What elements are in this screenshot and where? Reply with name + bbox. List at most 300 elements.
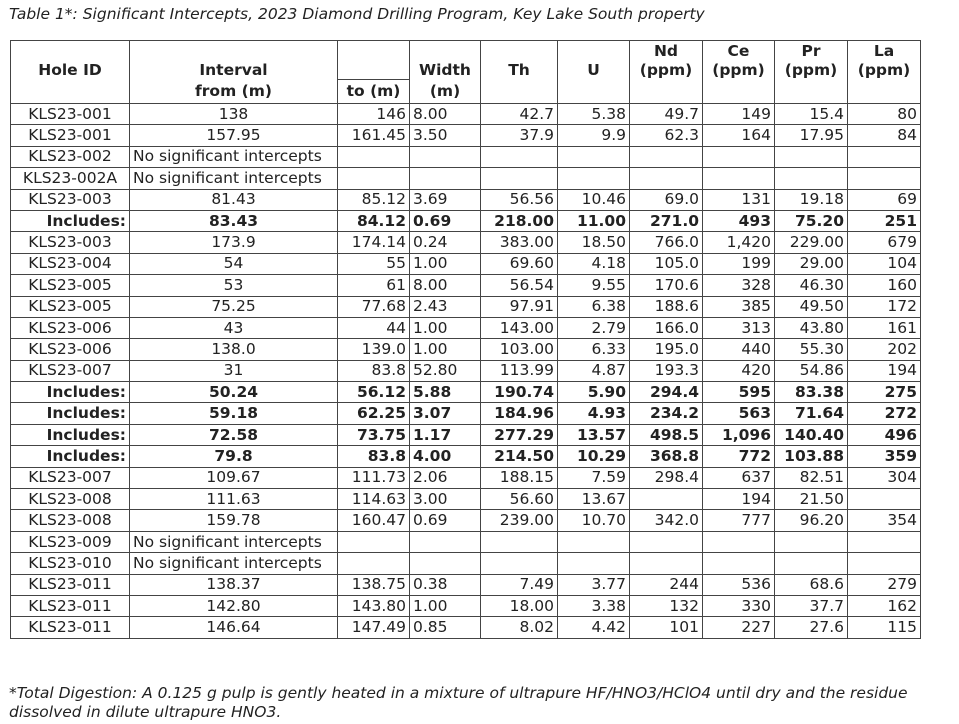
cell-ce: 536 bbox=[703, 574, 775, 595]
cell-la: 115 bbox=[848, 617, 921, 638]
table-row bbox=[11, 403, 921, 424]
cell-empty bbox=[558, 146, 630, 167]
cell-ce: 330 bbox=[703, 595, 775, 616]
cell-pr: 27.6 bbox=[775, 617, 848, 638]
cell-to: 55 bbox=[338, 253, 410, 274]
cell-from: 173.9 bbox=[130, 232, 338, 253]
cell-th: 8.02 bbox=[481, 617, 558, 638]
cell-hole-id: KLS23-001 bbox=[11, 104, 130, 125]
cell-to: 146 bbox=[338, 104, 410, 125]
header-nd-cont bbox=[630, 80, 703, 104]
cell-hole-id: KLS23-001 bbox=[11, 125, 130, 146]
cell-ce: 777 bbox=[703, 510, 775, 531]
cell-pr: 75.20 bbox=[775, 210, 848, 231]
cell-to: 73.75 bbox=[338, 424, 410, 445]
cell-hole-id: KLS23-005 bbox=[11, 275, 130, 296]
cell-note: No significant intercepts bbox=[130, 168, 338, 189]
table-row bbox=[11, 232, 921, 253]
cell-empty bbox=[338, 168, 410, 189]
cell-pr: 17.95 bbox=[775, 125, 848, 146]
cell-nd: 298.4 bbox=[630, 467, 703, 488]
cell-nd: 234.2 bbox=[630, 403, 703, 424]
cell-la: 104 bbox=[848, 253, 921, 274]
header-nd: Nd (ppm) bbox=[630, 41, 703, 80]
cell-u: 13.67 bbox=[558, 489, 630, 510]
cell-nd: 342.0 bbox=[630, 510, 703, 531]
cell-u: 13.57 bbox=[558, 424, 630, 445]
cell-from: 138.0 bbox=[130, 339, 338, 360]
cell-hole-id: KLS23-003 bbox=[11, 189, 130, 210]
cell-to: 174.14 bbox=[338, 232, 410, 253]
cell-empty bbox=[338, 146, 410, 167]
cell-width: 8.00 bbox=[410, 275, 481, 296]
table-row bbox=[11, 210, 921, 231]
cell-hole-id: KLS23-011 bbox=[11, 595, 130, 616]
cell-nd: 193.3 bbox=[630, 360, 703, 381]
cell-la: 162 bbox=[848, 595, 921, 616]
cell-width: 52.80 bbox=[410, 360, 481, 381]
cell-from: 54 bbox=[130, 253, 338, 274]
cell-empty bbox=[775, 146, 848, 167]
cell-th: 383.00 bbox=[481, 232, 558, 253]
cell-u: 4.42 bbox=[558, 617, 630, 638]
table-row bbox=[11, 146, 921, 167]
cell-u: 9.55 bbox=[558, 275, 630, 296]
header-th: Th bbox=[481, 41, 558, 80]
header-width: Width bbox=[410, 41, 481, 80]
cell-width: 0.24 bbox=[410, 232, 481, 253]
table-row bbox=[11, 446, 921, 467]
cell-ce: 637 bbox=[703, 467, 775, 488]
table-row bbox=[11, 168, 921, 189]
table-row bbox=[11, 104, 921, 125]
cell-empty bbox=[630, 146, 703, 167]
cell-to: 138.75 bbox=[338, 574, 410, 595]
cell-pr: 55.30 bbox=[775, 339, 848, 360]
header-ce: Ce (ppm) bbox=[703, 41, 775, 80]
cell-th: 188.15 bbox=[481, 467, 558, 488]
cell-th: 37.9 bbox=[481, 125, 558, 146]
cell-hole-id: Includes: bbox=[11, 403, 130, 424]
cell-ce: 149 bbox=[703, 104, 775, 125]
cell-width: 4.00 bbox=[410, 446, 481, 467]
header-to: to (m) bbox=[338, 80, 410, 104]
cell-ce: 772 bbox=[703, 446, 775, 467]
cell-la: 272 bbox=[848, 403, 921, 424]
cell-from: 138.37 bbox=[130, 574, 338, 595]
cell-hole-id: KLS23-006 bbox=[11, 339, 130, 360]
cell-th: 56.54 bbox=[481, 275, 558, 296]
cell-hole-id: KLS23-006 bbox=[11, 317, 130, 338]
cell-nd: 170.6 bbox=[630, 275, 703, 296]
cell-to: 160.47 bbox=[338, 510, 410, 531]
cell-th: 56.60 bbox=[481, 489, 558, 510]
cell-from: 43 bbox=[130, 317, 338, 338]
cell-from: 157.95 bbox=[130, 125, 338, 146]
header-u: U bbox=[558, 41, 630, 80]
cell-empty bbox=[848, 553, 921, 574]
header-u-cont bbox=[558, 80, 630, 104]
cell-ce: 440 bbox=[703, 339, 775, 360]
cell-th: 18.00 bbox=[481, 595, 558, 616]
cell-hole-id: Includes: bbox=[11, 446, 130, 467]
header-pr-cont bbox=[775, 80, 848, 104]
cell-from: 111.63 bbox=[130, 489, 338, 510]
cell-th: 7.49 bbox=[481, 574, 558, 595]
cell-to: 83.8 bbox=[338, 360, 410, 381]
cell-empty bbox=[703, 553, 775, 574]
cell-th: 143.00 bbox=[481, 317, 558, 338]
cell-u: 10.29 bbox=[558, 446, 630, 467]
cell-empty bbox=[630, 531, 703, 552]
cell-ce: 420 bbox=[703, 360, 775, 381]
table-body bbox=[11, 41, 921, 639]
cell-nd: 271.0 bbox=[630, 210, 703, 231]
cell-note: No significant intercepts bbox=[130, 146, 338, 167]
table-row bbox=[11, 595, 921, 616]
cell-u: 3.38 bbox=[558, 595, 630, 616]
cell-th: 42.7 bbox=[481, 104, 558, 125]
cell-hole-id: KLS23-005 bbox=[11, 296, 130, 317]
table-row bbox=[11, 553, 921, 574]
cell-empty bbox=[481, 531, 558, 552]
cell-to: 77.68 bbox=[338, 296, 410, 317]
cell-from: 142.80 bbox=[130, 595, 338, 616]
cell-pr: 103.88 bbox=[775, 446, 848, 467]
cell-ce: 313 bbox=[703, 317, 775, 338]
table-row bbox=[11, 489, 921, 510]
cell-pr: 54.86 bbox=[775, 360, 848, 381]
table-caption: Table 1*: Significant Intercepts, 2023 Diamond Drilling Program, Key Lake South property bbox=[9, 5, 705, 23]
cell-width: 1.00 bbox=[410, 317, 481, 338]
cell-pr: 37.7 bbox=[775, 595, 848, 616]
cell-hole-id: KLS23-004 bbox=[11, 253, 130, 274]
cell-width: 8.00 bbox=[410, 104, 481, 125]
cell-width: 2.06 bbox=[410, 467, 481, 488]
cell-from: 75.25 bbox=[130, 296, 338, 317]
cell-la: 354 bbox=[848, 510, 921, 531]
cell-la: 279 bbox=[848, 574, 921, 595]
cell-width: 3.07 bbox=[410, 403, 481, 424]
cell-empty bbox=[848, 531, 921, 552]
cell-u: 6.38 bbox=[558, 296, 630, 317]
cell-to: 62.25 bbox=[338, 403, 410, 424]
cell-pr: 83.38 bbox=[775, 382, 848, 403]
cell-to: 139.0 bbox=[338, 339, 410, 360]
header-to-blank bbox=[338, 41, 410, 80]
cell-ce: 595 bbox=[703, 382, 775, 403]
cell-to: 85.12 bbox=[338, 189, 410, 210]
cell-pr: 21.50 bbox=[775, 489, 848, 510]
cell-width: 2.43 bbox=[410, 296, 481, 317]
cell-pr: 46.30 bbox=[775, 275, 848, 296]
cell-from: 50.24 bbox=[130, 382, 338, 403]
cell-u: 10.70 bbox=[558, 510, 630, 531]
cell-th: 113.99 bbox=[481, 360, 558, 381]
cell-hole-id: Includes: bbox=[11, 382, 130, 403]
header-th-cont bbox=[481, 80, 558, 104]
cell-u: 3.77 bbox=[558, 574, 630, 595]
cell-width: 3.00 bbox=[410, 489, 481, 510]
cell-u: 2.79 bbox=[558, 317, 630, 338]
cell-la: 194 bbox=[848, 360, 921, 381]
cell-th: 218.00 bbox=[481, 210, 558, 231]
cell-pr: 19.18 bbox=[775, 189, 848, 210]
cell-empty bbox=[630, 553, 703, 574]
cell-hole-id: KLS23-010 bbox=[11, 553, 130, 574]
cell-la: 359 bbox=[848, 446, 921, 467]
cell-u: 5.90 bbox=[558, 382, 630, 403]
cell-pr: 96.20 bbox=[775, 510, 848, 531]
header-row-top bbox=[11, 41, 921, 80]
cell-width: 0.38 bbox=[410, 574, 481, 595]
cell-th: 103.00 bbox=[481, 339, 558, 360]
cell-pr: 82.51 bbox=[775, 467, 848, 488]
cell-width: 3.50 bbox=[410, 125, 481, 146]
cell-to: 61 bbox=[338, 275, 410, 296]
cell-la: 69 bbox=[848, 189, 921, 210]
cell-hole-id: KLS23-008 bbox=[11, 489, 130, 510]
header-hole-id-cont bbox=[11, 80, 130, 104]
cell-u: 10.46 bbox=[558, 189, 630, 210]
cell-empty bbox=[338, 531, 410, 552]
header-la-cont bbox=[848, 80, 921, 104]
header-hole-id: Hole ID bbox=[11, 41, 130, 80]
cell-width: 1.00 bbox=[410, 595, 481, 616]
cell-la: 304 bbox=[848, 467, 921, 488]
cell-nd: 195.0 bbox=[630, 339, 703, 360]
cell-from: 146.64 bbox=[130, 617, 338, 638]
cell-la: 496 bbox=[848, 424, 921, 445]
table-row bbox=[11, 467, 921, 488]
cell-to: 56.12 bbox=[338, 382, 410, 403]
cell-u: 11.00 bbox=[558, 210, 630, 231]
cell-width: 0.69 bbox=[410, 510, 481, 531]
cell-th: 56.56 bbox=[481, 189, 558, 210]
cell-la: 172 bbox=[848, 296, 921, 317]
header-interval: Interval bbox=[130, 41, 338, 80]
cell-ce: 1,096 bbox=[703, 424, 775, 445]
cell-empty bbox=[481, 146, 558, 167]
cell-pr: 68.6 bbox=[775, 574, 848, 595]
cell-to: 147.49 bbox=[338, 617, 410, 638]
cell-hole-id: Includes: bbox=[11, 210, 130, 231]
cell-nd: 244 bbox=[630, 574, 703, 595]
cell-nd: 69.0 bbox=[630, 189, 703, 210]
cell-hole-id: Includes: bbox=[11, 424, 130, 445]
cell-u: 9.9 bbox=[558, 125, 630, 146]
cell-empty bbox=[410, 553, 481, 574]
cell-from: 138 bbox=[130, 104, 338, 125]
cell-to: 84.12 bbox=[338, 210, 410, 231]
table-row bbox=[11, 424, 921, 445]
cell-th: 190.74 bbox=[481, 382, 558, 403]
cell-hole-id: KLS23-009 bbox=[11, 531, 130, 552]
cell-u: 18.50 bbox=[558, 232, 630, 253]
header-row-bottom bbox=[11, 80, 921, 104]
cell-la: 679 bbox=[848, 232, 921, 253]
table-row bbox=[11, 125, 921, 146]
cell-to: 44 bbox=[338, 317, 410, 338]
cell-width: 0.85 bbox=[410, 617, 481, 638]
cell-nd: 62.3 bbox=[630, 125, 703, 146]
cell-pr: 49.50 bbox=[775, 296, 848, 317]
cell-u: 4.93 bbox=[558, 403, 630, 424]
table-row bbox=[11, 339, 921, 360]
cell-nd: 368.8 bbox=[630, 446, 703, 467]
cell-la: 251 bbox=[848, 210, 921, 231]
cell-nd: 101 bbox=[630, 617, 703, 638]
cell-th: 214.50 bbox=[481, 446, 558, 467]
cell-from: 31 bbox=[130, 360, 338, 381]
cell-ce: 493 bbox=[703, 210, 775, 231]
cell-empty bbox=[848, 146, 921, 167]
cell-la bbox=[848, 489, 921, 510]
cell-ce: 328 bbox=[703, 275, 775, 296]
cell-empty bbox=[338, 553, 410, 574]
cell-ce: 164 bbox=[703, 125, 775, 146]
cell-hole-id: KLS23-007 bbox=[11, 467, 130, 488]
cell-hole-id: KLS23-002A bbox=[11, 168, 130, 189]
header-la: La (ppm) bbox=[848, 41, 921, 80]
cell-hole-id: KLS23-011 bbox=[11, 574, 130, 595]
cell-la: 80 bbox=[848, 104, 921, 125]
cell-ce: 1,420 bbox=[703, 232, 775, 253]
table-footnote: *Total Digestion: A 0.125 g pulp is gently heated in a mixture of ultrapure HF/HNO3/HClO4 until dry and the residue dissolved in dilute ultrapure HNO3. bbox=[9, 684, 908, 721]
header-width-unit: (m) bbox=[410, 80, 481, 104]
cell-th: 239.00 bbox=[481, 510, 558, 531]
cell-empty bbox=[703, 146, 775, 167]
cell-hole-id: KLS23-007 bbox=[11, 360, 130, 381]
cell-th: 97.91 bbox=[481, 296, 558, 317]
cell-pr: 29.00 bbox=[775, 253, 848, 274]
table-row bbox=[11, 617, 921, 638]
cell-empty bbox=[558, 531, 630, 552]
cell-empty bbox=[775, 531, 848, 552]
cell-nd: 132 bbox=[630, 595, 703, 616]
cell-empty bbox=[775, 553, 848, 574]
cell-nd: 766.0 bbox=[630, 232, 703, 253]
cell-from: 53 bbox=[130, 275, 338, 296]
cell-hole-id: KLS23-008 bbox=[11, 510, 130, 531]
cell-pr: 71.64 bbox=[775, 403, 848, 424]
cell-th: 184.96 bbox=[481, 403, 558, 424]
cell-pr: 229.00 bbox=[775, 232, 848, 253]
table-row bbox=[11, 510, 921, 531]
cell-empty bbox=[410, 531, 481, 552]
cell-pr: 140.40 bbox=[775, 424, 848, 445]
cell-nd: 498.5 bbox=[630, 424, 703, 445]
cell-from: 59.18 bbox=[130, 403, 338, 424]
cell-to: 143.80 bbox=[338, 595, 410, 616]
table-row bbox=[11, 317, 921, 338]
header-ce-cont bbox=[703, 80, 775, 104]
cell-u: 7.59 bbox=[558, 467, 630, 488]
cell-hole-id: KLS23-003 bbox=[11, 232, 130, 253]
cell-pr: 43.80 bbox=[775, 317, 848, 338]
cell-empty bbox=[848, 168, 921, 189]
cell-nd bbox=[630, 489, 703, 510]
table-row bbox=[11, 574, 921, 595]
cell-to: 83.8 bbox=[338, 446, 410, 467]
cell-th: 277.29 bbox=[481, 424, 558, 445]
cell-empty bbox=[630, 168, 703, 189]
cell-from: 79.8 bbox=[130, 446, 338, 467]
cell-empty bbox=[558, 553, 630, 574]
header-pr: Pr (ppm) bbox=[775, 41, 848, 80]
cell-width: 1.17 bbox=[410, 424, 481, 445]
table-row bbox=[11, 296, 921, 317]
cell-pr: 15.4 bbox=[775, 104, 848, 125]
table-row bbox=[11, 275, 921, 296]
cell-u: 4.18 bbox=[558, 253, 630, 274]
cell-empty bbox=[410, 146, 481, 167]
cell-hole-id: KLS23-011 bbox=[11, 617, 130, 638]
cell-empty bbox=[775, 168, 848, 189]
cell-ce: 385 bbox=[703, 296, 775, 317]
cell-hole-id: KLS23-002 bbox=[11, 146, 130, 167]
cell-from: 109.67 bbox=[130, 467, 338, 488]
cell-la: 161 bbox=[848, 317, 921, 338]
cell-width: 0.69 bbox=[410, 210, 481, 231]
table-row bbox=[11, 531, 921, 552]
cell-to: 161.45 bbox=[338, 125, 410, 146]
cell-note: No significant intercepts bbox=[130, 531, 338, 552]
cell-nd: 188.6 bbox=[630, 296, 703, 317]
cell-empty bbox=[481, 553, 558, 574]
header-from: from (m) bbox=[130, 80, 338, 104]
cell-u: 4.87 bbox=[558, 360, 630, 381]
cell-width: 1.00 bbox=[410, 339, 481, 360]
cell-empty bbox=[410, 168, 481, 189]
cell-ce: 199 bbox=[703, 253, 775, 274]
intercepts-table bbox=[10, 40, 921, 639]
cell-from: 72.58 bbox=[130, 424, 338, 445]
cell-nd: 294.4 bbox=[630, 382, 703, 403]
cell-width: 1.00 bbox=[410, 253, 481, 274]
table-row bbox=[11, 360, 921, 381]
cell-u: 6.33 bbox=[558, 339, 630, 360]
cell-la: 275 bbox=[848, 382, 921, 403]
cell-nd: 105.0 bbox=[630, 253, 703, 274]
cell-ce: 563 bbox=[703, 403, 775, 424]
cell-la: 160 bbox=[848, 275, 921, 296]
cell-ce: 227 bbox=[703, 617, 775, 638]
cell-from: 83.43 bbox=[130, 210, 338, 231]
cell-empty bbox=[481, 168, 558, 189]
cell-th: 69.60 bbox=[481, 253, 558, 274]
table-row bbox=[11, 253, 921, 274]
cell-empty bbox=[703, 531, 775, 552]
cell-width: 3.69 bbox=[410, 189, 481, 210]
cell-empty bbox=[558, 168, 630, 189]
cell-note: No significant intercepts bbox=[130, 553, 338, 574]
cell-to: 111.73 bbox=[338, 467, 410, 488]
cell-from: 81.43 bbox=[130, 189, 338, 210]
cell-ce: 131 bbox=[703, 189, 775, 210]
cell-nd: 49.7 bbox=[630, 104, 703, 125]
cell-from: 159.78 bbox=[130, 510, 338, 531]
table-row bbox=[11, 382, 921, 403]
table-row bbox=[11, 189, 921, 210]
cell-la: 202 bbox=[848, 339, 921, 360]
cell-la: 84 bbox=[848, 125, 921, 146]
cell-empty bbox=[703, 168, 775, 189]
cell-u: 5.38 bbox=[558, 104, 630, 125]
cell-ce: 194 bbox=[703, 489, 775, 510]
cell-nd: 166.0 bbox=[630, 317, 703, 338]
cell-width: 5.88 bbox=[410, 382, 481, 403]
